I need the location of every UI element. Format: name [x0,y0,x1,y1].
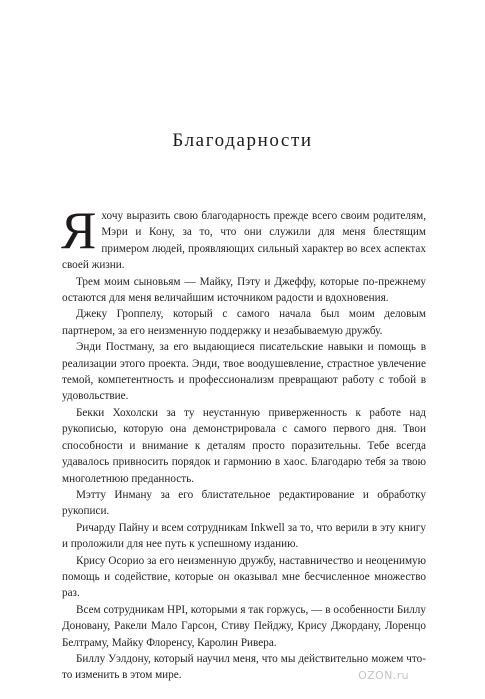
paragraph-6: Мэтту Инману за его блистательное редактирование и обработку рукописи. [62,488,426,518]
drop-cap: Я [61,202,97,260]
paragraph-5: Бекки Хохолски за ту неустанную приверженность к работе над рукописью, которую она демонстрировала с самого первого дня. Твои способности и внимание к деталям просто поразительны. Тебе всегда удавалось привносить порядок и гармонию в хаос. Благодарю тебя за твою многолетнюю преданность. [62,406,426,485]
paragraph-10: Биллу Уэлдону, который научил меня, что мы действительно можем что-то изменить в этом мире. [62,652,426,682]
watermark: OZON.ru [358,669,409,682]
acknowledgements-text [61,202,426,684]
paragraph-8: Крису Осорио за его неизменную дружбу, наставничество и неоценимую помощь и содействие, которые он оказывал мне бесчисленное множество раз. [62,554,426,600]
paragraph-2: Трем моим сыновьям — Майку, Пэту и Джеффу, которые по-прежнему остаются для меня величайшим источником радости и вдохновения. [62,275,426,305]
paragraph-4: Энди Постману, за его выдающиеся писательские навыки и помощь в реализации этого проекта. Энди, твое воодушевление, страстное увлечение темой, компетентность и профессионализм превращают работу с тобой в удовольствие. [62,341,426,403]
paragraph-3: Джеку Гроппелу, который с самого начала был моим деловым партнером, за его неизменную поддержку и незабываемую дружбу. [62,308,426,337]
paragraph-1 [61,202,426,274]
paragraph-9: Всем сотрудникам HPI, которыми я так горжусь, — в особенности Биллу Доновану, Ракели Мало Гарсон, Стиву Пейджу, Крису Джордану, Лоренцо Белтраму, Майку Флоренсу, Каролин Ривера. [62,603,426,649]
paragraph-1-text: хочу выразить свою благодарность прежде всего своим родителям, Мэри и Кону, за то, что они служили для меня блестящим примером людей, проявляющих сильный характер во всех аспектах своей жизни. [62,210,426,272]
paragraph-7: Ричарду Пайну и всем сотрудникам Inkwell за то, что верили в эту книгу и проложили для нее путь к успешному изданию. [62,521,426,551]
page-title: Благодарности [172,130,313,151]
